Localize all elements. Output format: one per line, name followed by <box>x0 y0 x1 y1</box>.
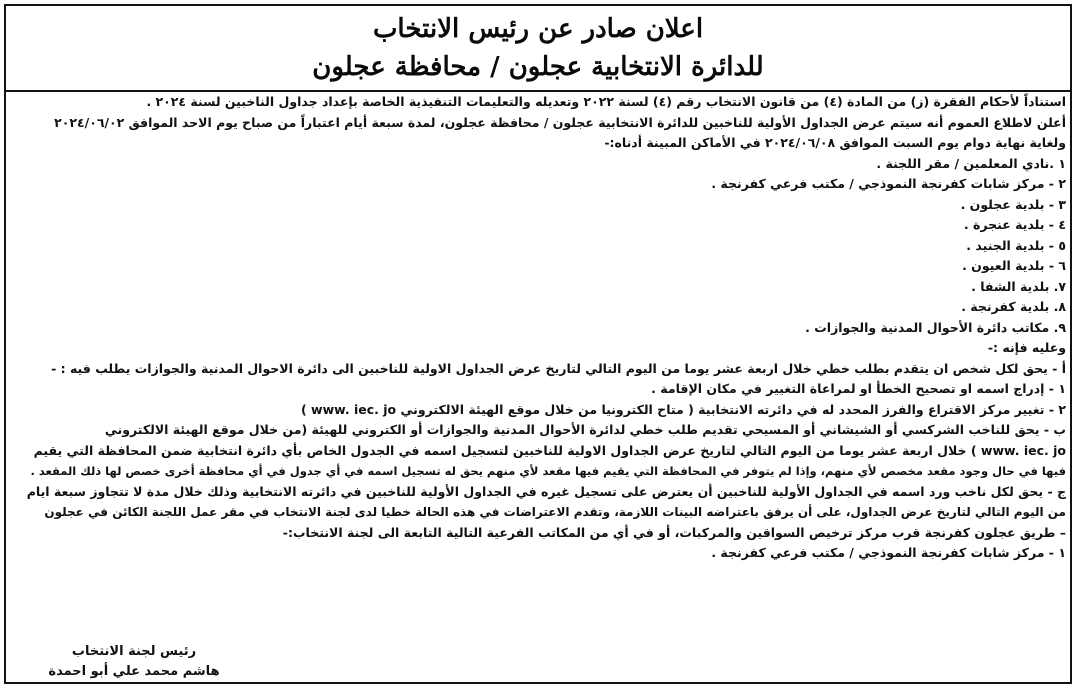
section-c-item: ١ - مركز شابات كفرنجة النموذجي / مكتب فرعي كفرنجة . <box>711 545 1066 560</box>
section-a-intro: أ - يحق لكل شخص ان يتقدم بطلب خطي خلال اربعة عشر يوما من اليوم التالي لتاريخ عرض الجداول الاولية للناخبين الى دائرة الاحوال المدنية والجوازات يطلب فيه : - <box>51 360 1066 376</box>
section-b-text: ب - يحق للناخب الشركسي أو الشيشاني أو المسيحي تقديم طلب خطي لدائرة الأحوال المدنية والجوازات أو الكتروني للهيئة (من خلال موقع الهيئة الالكتروني <box>104 422 1066 437</box>
section-c-text: – طريق عجلون كفرنجة قرب مركز ترخيص السواقين والمركبات، أو في أي من المكاتب الفرعية التالية التابعة الى لجنة الانتخاب:- <box>282 524 1066 540</box>
location-item: ٥ - بلدية الجنيد . <box>966 237 1066 253</box>
section-a-item: ١ - إدراج اسمه او تصحيح الخطأ او لمراعاة التغيير في مكان الإقامة . <box>651 381 1066 396</box>
section-a-item: ٢ - تغيير مركز الاقتراع والفرز المحدد له في دائرته الانتخابية ( متاح الكترونيا من خلال موقع الهيئة الالكتروني www. iec. jo ) <box>300 401 1066 417</box>
announcement-body <box>26 92 1066 564</box>
intro-display-start: أعلن لاطلاع العموم أنه سيتم عرض الجداول الأولية للناخبين للدائرة الانتخابية عجلون / محافظة عجلون، لمدة سبعة أيام اعتباراً من صباح يوم الاحد الموافق ٢٠٢٤/٠٦/٠٢ <box>54 114 1066 130</box>
location-item: ٩. مكاتب دائرة الأحوال المدنية والجوازات . <box>805 319 1066 335</box>
location-item: ٤ - بلدية عنجرة . <box>963 217 1066 232</box>
signature-title: رئيس لجنة الانتخاب <box>71 644 197 659</box>
location-item: ٨. بلدية كفرنجة . <box>961 299 1066 314</box>
announcement-header <box>6 6 1070 92</box>
intro-legal-basis: استناداً لأحكام الفقرة (ز) من المادة (٤) من قانون الانتخاب رقم (٤) لسنة ٢٠٢٢ وتعديله والتعليمات التنفيذية الخاصة بإعداد جداول الناخبين لسنة ٢٠٢٤ . <box>146 94 1066 109</box>
location-item: ٦ - بلدية العيون . <box>962 258 1066 273</box>
announcement-subtitle: للدائرة الانتخابية عجلون / محافظة عجلون <box>312 52 764 82</box>
therefore-label: وعليه فإنه :- <box>987 340 1066 355</box>
section-c-text: ج - يحق لكل ناخب ورد اسمه في الجداول الأولية للناخبين أن يعترض على تسجيل غيره في الجداول الأولية للناخبين في دائرته الانتخابية وذلك خلال مدة لا تتجاوز سبعة ايام <box>26 483 1066 499</box>
location-item: ١ .نادي المعلمين / مقر اللجنة . <box>876 155 1066 171</box>
section-b-text: فيها في حال وجود مقعد مخصص لأي منهم، وإذا لم يتوفر في المحافظة التي يقيم فيها مقعد لأي منهم يحق له تسجيل اسمه في أي جدول في أي محافظة أخرى خصص لها ذلك المقعد . <box>30 464 1066 478</box>
location-item: ٧. بلدية الشفا . <box>971 278 1066 294</box>
intro-display-end: ولغاية نهاية دوام يوم السبت الموافق ٢٠٢٤/٠٦/٠٨ في الأماكن المبينة أدناه:- <box>604 135 1066 150</box>
signature-block <box>24 642 244 682</box>
announcement-title: اعلان صادر عن رئيس الانتخاب <box>372 14 704 44</box>
section-c-text: من اليوم التالي لتاريخ عرض الجداول، على أن يرفق باعتراضه البينات اللازمة، وتقدم الاعتراضات في هذه الحالة خطيا لدى لجنة الانتخاب في مقر عمل اللجنة الكائن في عجلون <box>44 505 1066 519</box>
location-item: ٣ - بلدية عجلون . <box>960 196 1066 212</box>
location-item: ٢ - مركز شابات كفرنجة النموذجي / مكتب فرعي كفرنجة . <box>711 176 1066 191</box>
section-b-text: www. iec. jo ) خلال اربعة عشر يوما من اليوم التالي لتاريخ عرض الجداول الاولية للناخبين لتسجيل اسمه في الجدول الخاص بأي دائرة انتخابية ضمن المحافظة التي يقيم <box>33 442 1066 458</box>
signature-name: هاشم محمد علي أبو احمدة <box>48 664 220 679</box>
